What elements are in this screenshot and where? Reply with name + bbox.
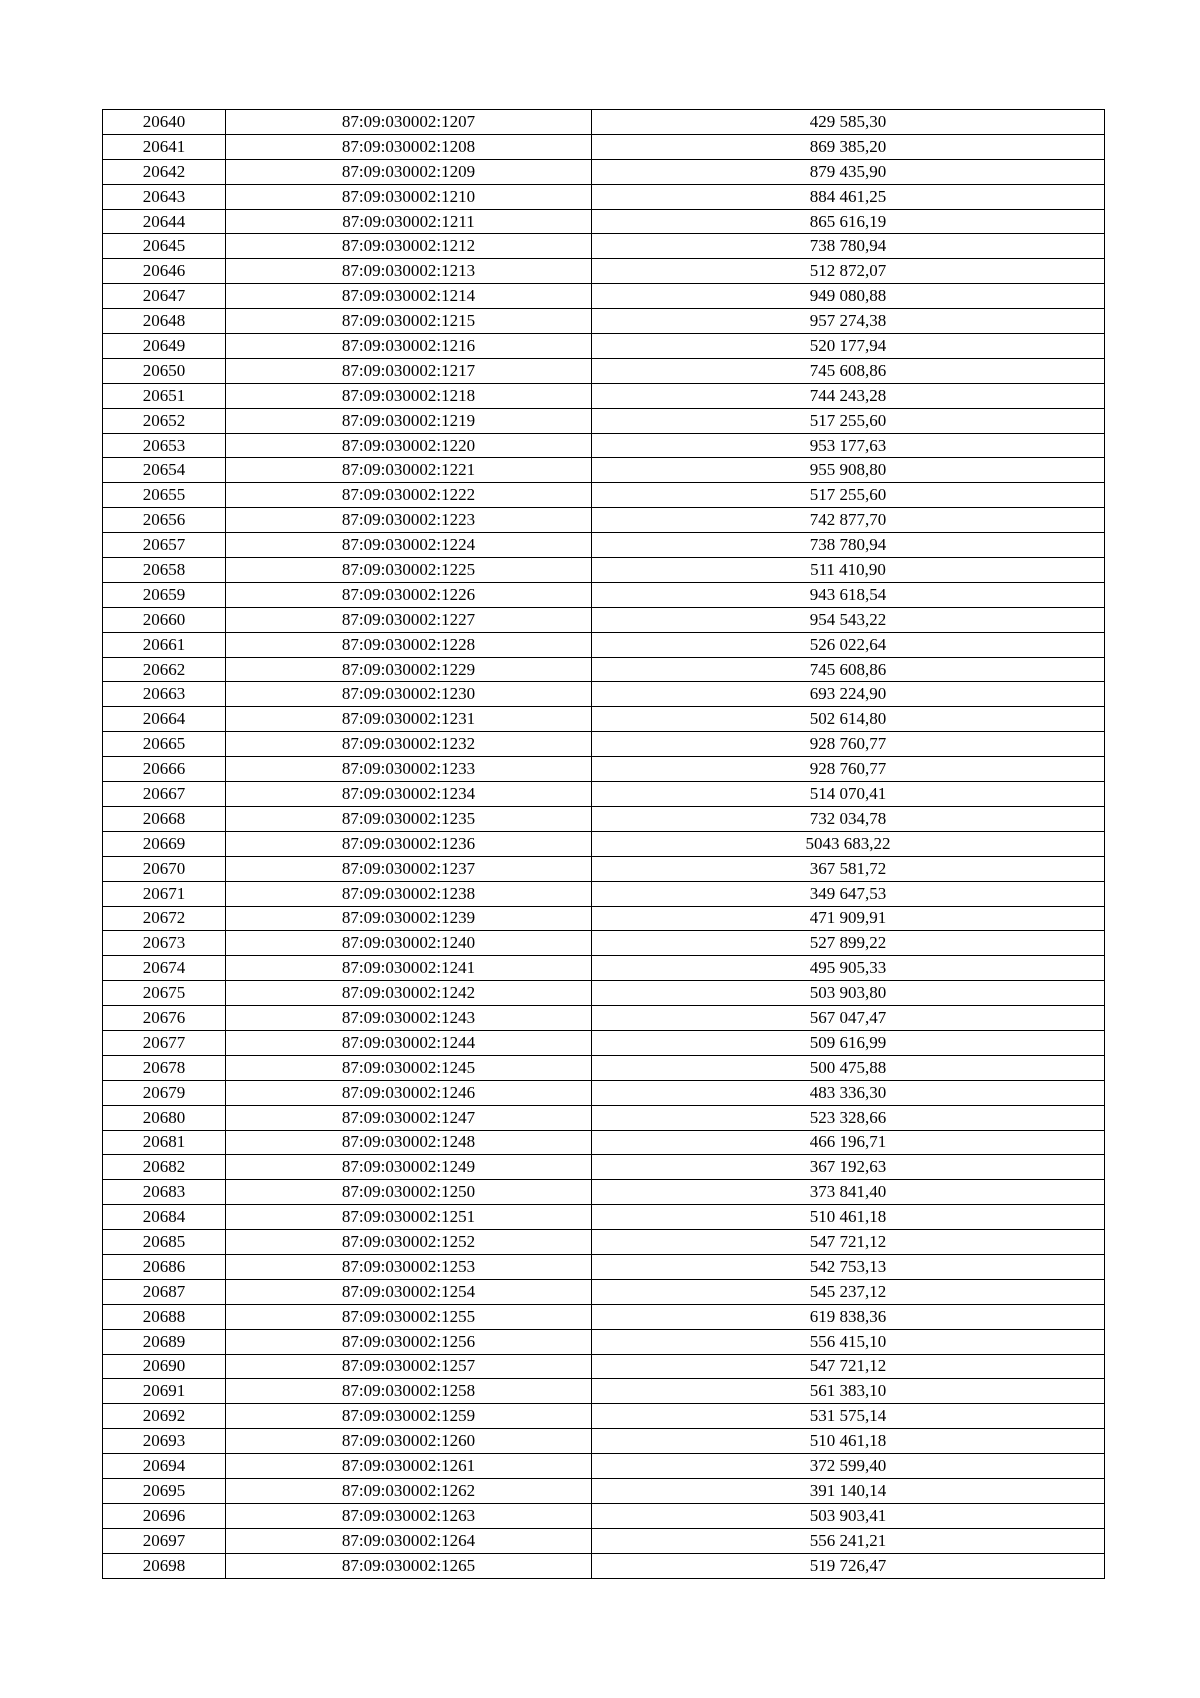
table-row	[103, 1379, 1105, 1404]
row-number-cell: 20660	[103, 607, 226, 632]
row-number-cell: 20668	[103, 806, 226, 831]
row-number-cell: 20657	[103, 533, 226, 558]
cadastral-number-cell: 87:09:030002:1234	[226, 782, 592, 807]
cadastral-value-cell: 349 647,53	[592, 881, 1105, 906]
cadastral-number-cell: 87:09:030002:1250	[226, 1180, 592, 1205]
table-row	[103, 931, 1105, 956]
table-row	[103, 558, 1105, 583]
table-row	[103, 607, 1105, 632]
cadastral-value-cell: 517 255,60	[592, 483, 1105, 508]
table-row	[103, 1279, 1105, 1304]
cadastral-value-cell: 561 383,10	[592, 1379, 1105, 1404]
row-number-cell: 20649	[103, 334, 226, 359]
row-number-cell: 20663	[103, 682, 226, 707]
table-row	[103, 1105, 1105, 1130]
table-row	[103, 209, 1105, 234]
row-number-cell: 20678	[103, 1055, 226, 1080]
cadastral-value-cell: 367 581,72	[592, 856, 1105, 881]
row-number-cell: 20640	[103, 110, 226, 135]
table-row	[103, 831, 1105, 856]
table-row	[103, 1329, 1105, 1354]
cadastral-value-cell: 928 760,77	[592, 732, 1105, 757]
cadastral-value-cell: 744 243,28	[592, 383, 1105, 408]
row-number-cell: 20677	[103, 1030, 226, 1055]
table-row	[103, 1304, 1105, 1329]
cadastral-value-cell: 879 435,90	[592, 159, 1105, 184]
cadastral-number-cell: 87:09:030002:1258	[226, 1379, 592, 1404]
cadastral-value-cell: 531 575,14	[592, 1404, 1105, 1429]
row-number-cell: 20656	[103, 508, 226, 533]
cadastral-value-cell: 545 237,12	[592, 1279, 1105, 1304]
row-number-cell: 20653	[103, 433, 226, 458]
cadastral-number-cell: 87:09:030002:1212	[226, 234, 592, 259]
table-row	[103, 632, 1105, 657]
cadastral-number-cell: 87:09:030002:1220	[226, 433, 592, 458]
row-number-cell: 20690	[103, 1354, 226, 1379]
row-number-cell: 20664	[103, 707, 226, 732]
cadastral-number-cell: 87:09:030002:1230	[226, 682, 592, 707]
cadastral-value-cell: 943 618,54	[592, 582, 1105, 607]
row-number-cell: 20695	[103, 1478, 226, 1503]
cadastral-number-cell: 87:09:030002:1224	[226, 533, 592, 558]
cadastral-number-cell: 87:09:030002:1261	[226, 1454, 592, 1479]
row-number-cell: 20666	[103, 757, 226, 782]
row-number-cell: 20687	[103, 1279, 226, 1304]
table-row	[103, 110, 1105, 135]
row-number-cell: 20693	[103, 1429, 226, 1454]
row-number-cell: 20647	[103, 284, 226, 309]
row-number-cell: 20648	[103, 309, 226, 334]
table-row	[103, 1030, 1105, 1055]
row-number-cell: 20662	[103, 657, 226, 682]
cadastral-number-cell: 87:09:030002:1226	[226, 582, 592, 607]
cadastral-number-cell: 87:09:030002:1233	[226, 757, 592, 782]
cadastral-value-cell: 517 255,60	[592, 408, 1105, 433]
table-row	[103, 1354, 1105, 1379]
cadastral-number-cell: 87:09:030002:1218	[226, 383, 592, 408]
cadastral-value-cell: 928 760,77	[592, 757, 1105, 782]
cadastral-value-cell: 502 614,80	[592, 707, 1105, 732]
cadastral-number-cell: 87:09:030002:1208	[226, 134, 592, 159]
table-row	[103, 458, 1105, 483]
cadastral-value-cell: 865 616,19	[592, 209, 1105, 234]
row-number-cell: 20685	[103, 1230, 226, 1255]
row-number-cell: 20646	[103, 259, 226, 284]
cadastral-value-cell: 742 877,70	[592, 508, 1105, 533]
row-number-cell: 20641	[103, 134, 226, 159]
cadastral-number-cell: 87:09:030002:1239	[226, 906, 592, 931]
row-number-cell: 20670	[103, 856, 226, 881]
cadastral-number-cell: 87:09:030002:1259	[226, 1404, 592, 1429]
cadastral-value-cell: 519 726,47	[592, 1553, 1105, 1578]
table-row	[103, 707, 1105, 732]
cadastral-value-cell: 503 903,41	[592, 1503, 1105, 1528]
table-row	[103, 408, 1105, 433]
cadastral-number-cell: 87:09:030002:1213	[226, 259, 592, 284]
row-number-cell: 20654	[103, 458, 226, 483]
table-row	[103, 1404, 1105, 1429]
cadastral-number-cell: 87:09:030002:1221	[226, 458, 592, 483]
cadastral-value-cell: 512 872,07	[592, 259, 1105, 284]
cadastral-value-cell: 547 721,12	[592, 1230, 1105, 1255]
cadastral-value-cell: 483 336,30	[592, 1080, 1105, 1105]
cadastral-number-cell: 87:09:030002:1249	[226, 1155, 592, 1180]
cadastral-number-cell: 87:09:030002:1241	[226, 956, 592, 981]
cadastral-value-cell: 527 899,22	[592, 931, 1105, 956]
row-number-cell: 20696	[103, 1503, 226, 1528]
cadastral-value-cell: 367 192,63	[592, 1155, 1105, 1180]
cadastral-number-cell: 87:09:030002:1229	[226, 657, 592, 682]
table-row	[103, 1503, 1105, 1528]
cadastral-value-cell: 619 838,36	[592, 1304, 1105, 1329]
cadastral-number-cell: 87:09:030002:1253	[226, 1254, 592, 1279]
cadastral-value-cell: 732 034,78	[592, 806, 1105, 831]
row-number-cell: 20661	[103, 632, 226, 657]
cadastral-value-cell: 509 616,99	[592, 1030, 1105, 1055]
row-number-cell: 20676	[103, 1006, 226, 1031]
cadastral-value-cell: 526 022,64	[592, 632, 1105, 657]
cadastral-number-cell: 87:09:030002:1232	[226, 732, 592, 757]
row-number-cell: 20644	[103, 209, 226, 234]
cadastral-value-cell: 957 274,38	[592, 309, 1105, 334]
row-number-cell: 20667	[103, 782, 226, 807]
cadastral-number-cell: 87:09:030002:1237	[226, 856, 592, 881]
cadastral-number-cell: 87:09:030002:1264	[226, 1528, 592, 1553]
row-number-cell: 20645	[103, 234, 226, 259]
cadastral-value-table	[102, 109, 1105, 1579]
cadastral-value-cell: 510 461,18	[592, 1205, 1105, 1230]
row-number-cell: 20650	[103, 358, 226, 383]
cadastral-number-cell: 87:09:030002:1256	[226, 1329, 592, 1354]
row-number-cell: 20683	[103, 1180, 226, 1205]
table-row	[103, 533, 1105, 558]
cadastral-value-cell: 955 908,80	[592, 458, 1105, 483]
table-row	[103, 582, 1105, 607]
row-number-cell: 20691	[103, 1379, 226, 1404]
row-number-cell: 20698	[103, 1553, 226, 1578]
cadastral-number-cell: 87:09:030002:1207	[226, 110, 592, 135]
cadastral-number-cell: 87:09:030002:1228	[226, 632, 592, 657]
cadastral-number-cell: 87:09:030002:1242	[226, 981, 592, 1006]
cadastral-value-cell: 693 224,90	[592, 682, 1105, 707]
cadastral-number-cell: 87:09:030002:1225	[226, 558, 592, 583]
row-number-cell: 20655	[103, 483, 226, 508]
cadastral-number-cell: 87:09:030002:1243	[226, 1006, 592, 1031]
table-row	[103, 732, 1105, 757]
row-number-cell: 20694	[103, 1454, 226, 1479]
table-row	[103, 682, 1105, 707]
cadastral-value-cell: 542 753,13	[592, 1254, 1105, 1279]
cadastral-value-cell: 391 140,14	[592, 1478, 1105, 1503]
row-number-cell: 20642	[103, 159, 226, 184]
row-number-cell: 20684	[103, 1205, 226, 1230]
cadastral-value-cell: 556 415,10	[592, 1329, 1105, 1354]
row-number-cell: 20689	[103, 1329, 226, 1354]
cadastral-value-cell: 523 328,66	[592, 1105, 1105, 1130]
table-row	[103, 757, 1105, 782]
cadastral-value-cell: 495 905,33	[592, 956, 1105, 981]
cadastral-number-cell: 87:09:030002:1245	[226, 1055, 592, 1080]
cadastral-value-cell: 745 608,86	[592, 657, 1105, 682]
table-row	[103, 159, 1105, 184]
table-row	[103, 234, 1105, 259]
cadastral-number-cell: 87:09:030002:1227	[226, 607, 592, 632]
table-row	[103, 1006, 1105, 1031]
row-number-cell: 20652	[103, 408, 226, 433]
cadastral-value-cell: 500 475,88	[592, 1055, 1105, 1080]
cadastral-value-cell: 953 177,63	[592, 433, 1105, 458]
table-row	[103, 881, 1105, 906]
table-row	[103, 309, 1105, 334]
table-row	[103, 134, 1105, 159]
cadastral-number-cell: 87:09:030002:1246	[226, 1080, 592, 1105]
cadastral-number-cell: 87:09:030002:1240	[226, 931, 592, 956]
table-row	[103, 906, 1105, 931]
table-row	[103, 1478, 1105, 1503]
table-row	[103, 184, 1105, 209]
table-row	[103, 259, 1105, 284]
row-number-cell: 20681	[103, 1130, 226, 1155]
cadastral-value-cell: 520 177,94	[592, 334, 1105, 359]
cadastral-number-cell: 87:09:030002:1262	[226, 1478, 592, 1503]
cadastral-number-cell: 87:09:030002:1255	[226, 1304, 592, 1329]
cadastral-value-cell: 503 903,80	[592, 981, 1105, 1006]
cadastral-number-cell: 87:09:030002:1222	[226, 483, 592, 508]
cadastral-number-cell: 87:09:030002:1236	[226, 831, 592, 856]
cadastral-value-cell: 738 780,94	[592, 533, 1105, 558]
row-number-cell: 20692	[103, 1404, 226, 1429]
table-row	[103, 1553, 1105, 1578]
table-row	[103, 1454, 1105, 1479]
table-row	[103, 1205, 1105, 1230]
cadastral-number-cell: 87:09:030002:1257	[226, 1354, 592, 1379]
cadastral-number-cell: 87:09:030002:1252	[226, 1230, 592, 1255]
cadastral-number-cell: 87:09:030002:1214	[226, 284, 592, 309]
cadastral-number-cell: 87:09:030002:1210	[226, 184, 592, 209]
cadastral-value-cell: 514 070,41	[592, 782, 1105, 807]
table-row	[103, 1130, 1105, 1155]
cadastral-number-cell: 87:09:030002:1215	[226, 309, 592, 334]
cadastral-value-cell: 429 585,30	[592, 110, 1105, 135]
cadastral-number-cell: 87:09:030002:1251	[226, 1205, 592, 1230]
cadastral-number-cell: 87:09:030002:1254	[226, 1279, 592, 1304]
table-row	[103, 806, 1105, 831]
cadastral-number-cell: 87:09:030002:1216	[226, 334, 592, 359]
table-row	[103, 284, 1105, 309]
table-row	[103, 483, 1105, 508]
table-row	[103, 1230, 1105, 1255]
cadastral-number-cell: 87:09:030002:1247	[226, 1105, 592, 1130]
cadastral-value-cell: 471 909,91	[592, 906, 1105, 931]
row-number-cell: 20679	[103, 1080, 226, 1105]
row-number-cell: 20672	[103, 906, 226, 931]
cadastral-value-cell: 745 608,86	[592, 358, 1105, 383]
cadastral-value-cell: 949 080,88	[592, 284, 1105, 309]
cadastral-number-cell: 87:09:030002:1263	[226, 1503, 592, 1528]
table-row	[103, 334, 1105, 359]
cadastral-number-cell: 87:09:030002:1248	[226, 1130, 592, 1155]
row-number-cell: 20686	[103, 1254, 226, 1279]
table-row	[103, 508, 1105, 533]
cadastral-value-cell: 738 780,94	[592, 234, 1105, 259]
cadastral-number-cell: 87:09:030002:1235	[226, 806, 592, 831]
table-row	[103, 981, 1105, 1006]
cadastral-value-cell: 373 841,40	[592, 1180, 1105, 1205]
cadastral-value-cell: 466 196,71	[592, 1130, 1105, 1155]
row-number-cell: 20680	[103, 1105, 226, 1130]
row-number-cell: 20682	[103, 1155, 226, 1180]
cadastral-number-cell: 87:09:030002:1265	[226, 1553, 592, 1578]
cadastral-number-cell: 87:09:030002:1209	[226, 159, 592, 184]
table-row	[103, 358, 1105, 383]
cadastral-value-cell: 510 461,18	[592, 1429, 1105, 1454]
table-row	[103, 1180, 1105, 1205]
cadastral-number-cell: 87:09:030002:1217	[226, 358, 592, 383]
row-number-cell: 20673	[103, 931, 226, 956]
table-body	[103, 110, 1105, 1579]
table-row	[103, 383, 1105, 408]
cadastral-value-cell: 372 599,40	[592, 1454, 1105, 1479]
row-number-cell: 20651	[103, 383, 226, 408]
table-row	[103, 1055, 1105, 1080]
row-number-cell: 20669	[103, 831, 226, 856]
cadastral-number-cell: 87:09:030002:1244	[226, 1030, 592, 1055]
cadastral-number-cell: 87:09:030002:1238	[226, 881, 592, 906]
cadastral-value-cell: 869 385,20	[592, 134, 1105, 159]
cadastral-number-cell: 87:09:030002:1211	[226, 209, 592, 234]
row-number-cell: 20688	[103, 1304, 226, 1329]
cadastral-number-cell: 87:09:030002:1223	[226, 508, 592, 533]
table-row	[103, 956, 1105, 981]
row-number-cell: 20665	[103, 732, 226, 757]
table-row	[103, 657, 1105, 682]
table-row	[103, 1254, 1105, 1279]
table-row	[103, 856, 1105, 881]
table-row	[103, 782, 1105, 807]
cadastral-number-cell: 87:09:030002:1219	[226, 408, 592, 433]
cadastral-value-cell: 547 721,12	[592, 1354, 1105, 1379]
cadastral-value-cell: 556 241,21	[592, 1528, 1105, 1553]
cadastral-number-cell: 87:09:030002:1260	[226, 1429, 592, 1454]
cadastral-value-cell: 5043 683,22	[592, 831, 1105, 856]
cadastral-value-cell: 567 047,47	[592, 1006, 1105, 1031]
row-number-cell: 20697	[103, 1528, 226, 1553]
row-number-cell: 20658	[103, 558, 226, 583]
row-number-cell: 20674	[103, 956, 226, 981]
table-row	[103, 1155, 1105, 1180]
table-row	[103, 433, 1105, 458]
row-number-cell: 20675	[103, 981, 226, 1006]
row-number-cell: 20671	[103, 881, 226, 906]
row-number-cell: 20643	[103, 184, 226, 209]
table-row	[103, 1528, 1105, 1553]
cadastral-number-cell: 87:09:030002:1231	[226, 707, 592, 732]
cadastral-value-cell: 954 543,22	[592, 607, 1105, 632]
table-row	[103, 1429, 1105, 1454]
row-number-cell: 20659	[103, 582, 226, 607]
cadastral-value-cell: 884 461,25	[592, 184, 1105, 209]
cadastral-value-cell: 511 410,90	[592, 558, 1105, 583]
table-row	[103, 1080, 1105, 1105]
